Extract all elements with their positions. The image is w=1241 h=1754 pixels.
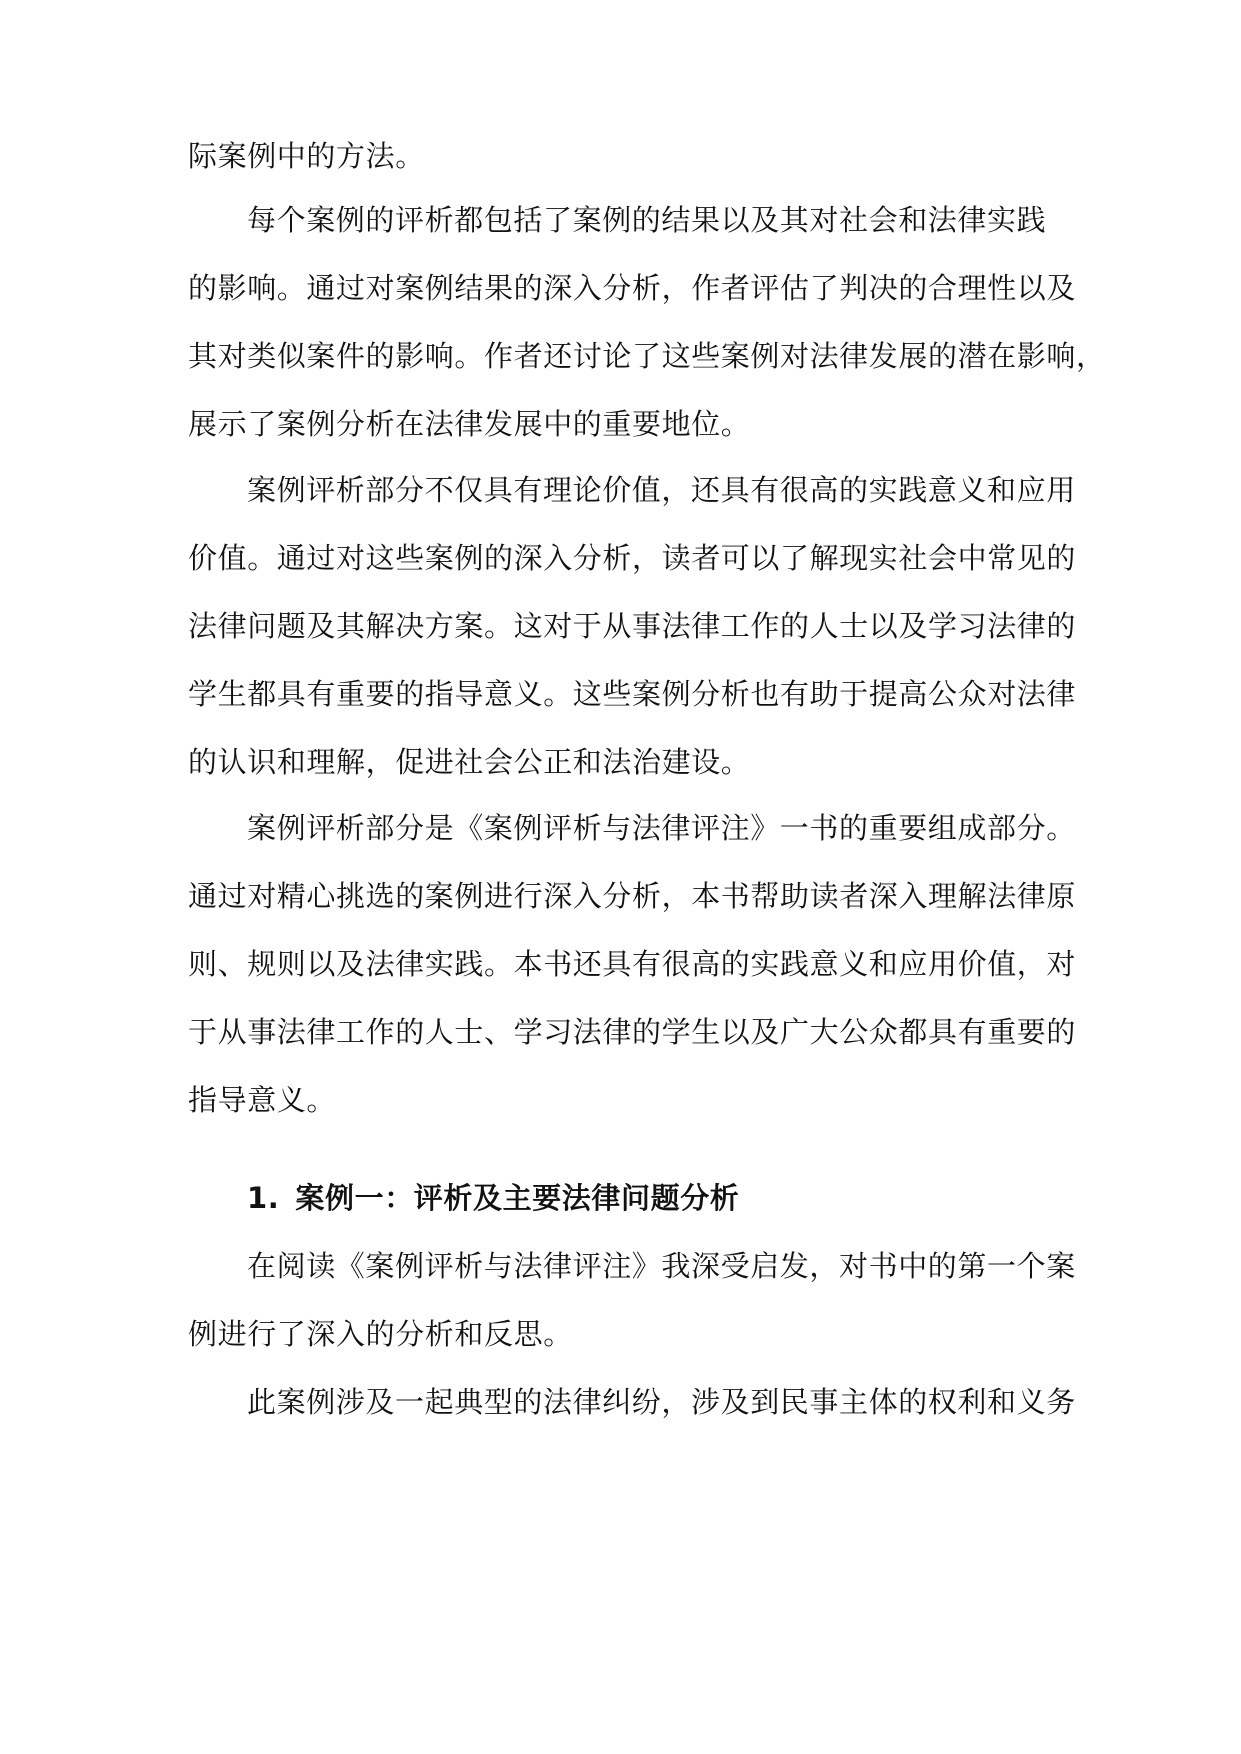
- text-line: 学生都具有重要的指导意义。这些案例分析也有助于提高公众对法律: [188, 677, 1077, 711]
- section-heading: [247, 1178, 1117, 1218]
- text-line: 于从事法律工作的人士、学习法律的学生以及广大公众都具有重要的: [188, 1015, 1077, 1049]
- text-line: 例进行了深入的分析和反思。: [188, 1317, 573, 1351]
- text-line: 则、规则以及法律实践。本书还具有很高的实践意义和应用价值，对: [188, 947, 1077, 981]
- text-line: 价值。通过对这些案例的深入分析，读者可以了解现实社会中常见的: [188, 541, 1077, 575]
- section-number: 1.: [247, 1181, 280, 1215]
- text-line: 其对类似案件的影响。作者还讨论了这些案例对法律发展的潜在影响，: [188, 339, 1106, 373]
- text-line: 每个案例的评析都包括了案例的结果以及其对社会和法律实践: [247, 203, 1047, 237]
- text-line: 案例评析部分不仅具有理论价值，还具有很高的实践意义和应用: [247, 473, 1076, 507]
- text-line: 际案例中的方法。: [188, 139, 425, 173]
- text-line: 案例评析部分是《案例评析与法律评注》一书的重要组成部分。: [247, 811, 1076, 845]
- text-line: 指导意义。: [188, 1083, 337, 1117]
- text-line: 的认识和理解，促进社会公正和法治建设。: [188, 745, 751, 779]
- text-line: 法律问题及其解决方案。这对于从事法律工作的人士以及学习法律的: [188, 609, 1077, 643]
- text-line: 在阅读《案例评析与法律评注》我深受启发，对书中的第一个案: [247, 1249, 1076, 1283]
- text-line: 展示了案例分析在法律发展中的重要地位。: [188, 407, 751, 441]
- text-line: 通过对精心挑选的案例进行深入分析，本书帮助读者深入理解法律原: [188, 879, 1077, 913]
- text-line: 此案例涉及一起典型的法律纠纷，涉及到民事主体的权利和义务: [247, 1385, 1076, 1419]
- section-title: 案例一：评析及主要法律问题分析: [295, 1181, 740, 1215]
- text-line: 的影响。通过对案例结果的深入分析，作者评估了判决的合理性以及: [188, 271, 1077, 305]
